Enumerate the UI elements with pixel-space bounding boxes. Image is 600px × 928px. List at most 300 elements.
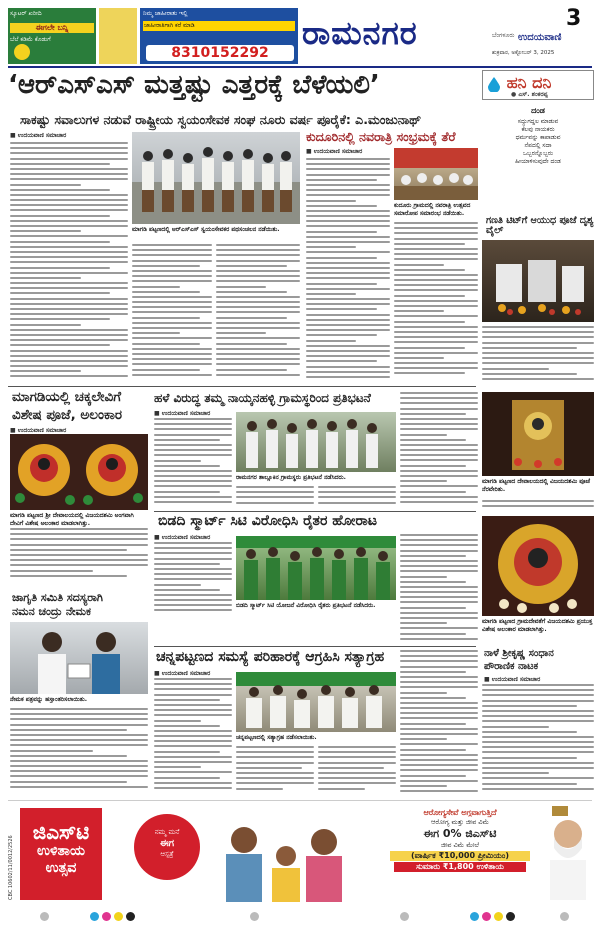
text-line [132,348,212,350]
text-line [400,780,478,782]
text-line [10,554,148,556]
text-line [154,740,232,742]
text-line [400,591,478,593]
text-line [154,704,232,706]
circle-line1: ನಮ್ಮ ಮನೆ [154,828,180,836]
text-line [216,317,287,319]
text-line [306,231,377,233]
text-line [10,786,148,788]
classified-ad-yellow: ಜಾಹೀರಾತಿಗಾಗಿ ಕರೆ ಮಾಡಿ [143,21,295,31]
text-line [318,496,396,498]
text-line [400,686,478,688]
text-line [400,733,478,735]
text-line [10,544,148,546]
reg-mark [560,912,569,921]
text-line [132,301,212,303]
villagers-photo [236,412,396,472]
rss-march-photo [132,132,300,224]
text-line [318,746,396,748]
text-line [154,777,220,779]
text-line [394,321,465,323]
text-line [306,371,390,373]
text-line [400,496,478,498]
text-line [154,480,232,482]
text-line [394,362,478,364]
text-line [216,254,300,256]
text-line [400,475,478,477]
magadi-photo [10,434,148,510]
text-line [394,336,478,338]
temple-caption-2: ಮಾಗಡಿ ಪಟ್ಟಣದ ಗ್ರಾಮದೇವತೆಗೆ ವಿಜಯದಶಮಿ ಪ್ರಯುಕ್ತ ವಿಶೇಷ ಅಲಂಕಾರ ಮಾಡಲಾಗಿತ್ತು. [482,618,593,633]
text-line [394,372,465,374]
text-line [10,282,128,284]
text-line [400,607,466,609]
jagruti-body [10,708,148,796]
text-line [216,332,266,334]
text-line [400,576,447,578]
text-line [216,358,300,360]
text-line [306,283,377,285]
text-line [400,723,466,725]
text-line [154,552,232,554]
protest-body-col3 [318,486,396,508]
text-line [482,767,594,769]
classified-ad [140,8,298,64]
text-line [482,373,577,375]
text-line [482,378,594,380]
masthead-rule [8,66,592,68]
page-title: ರಾಮನಗರ [302,14,418,52]
text-line [318,782,396,784]
text-line [400,534,478,536]
text-line [10,329,128,331]
text-line [154,578,232,580]
text-line [10,549,127,551]
text-line [10,538,148,540]
text-line [154,475,232,477]
text-line [400,681,478,683]
text-line [394,315,478,317]
text-line [132,280,212,282]
text-line [216,327,300,329]
text-line [482,505,594,507]
text-line [154,599,232,601]
jagruti-caption: ನೇಮಕ ಪತ್ರವನ್ನು ಹಸ್ತಾಂತರಿಸಲಾಯಿತು. [10,696,88,703]
reg-mark [102,912,111,921]
magadi-caption: ಮಾಗಡಿ ಪಟ್ಟಣದ ಶ್ರೀ ದೇವಾಲಯದಲ್ಲಿ ವಿಜಯದಶಮಿ ಅಂಗವಾಗಿ ದೇವಿಗೆ ವಿಶೇಷ ಅಲಂಕಾರ ಮಾಡಲಾಗಿತ್ತು. [10,512,134,527]
paper-name: ಉದಯವಾಣಿ [518,32,562,43]
offer-line1: ಆರೋಗ್ಯ ಮತ್ತು ಜೀವ ವಿಮೆ [431,818,489,826]
text-line [306,189,390,191]
text-line [400,434,447,436]
text-line [394,279,478,281]
text-line [482,500,594,502]
text-line [400,491,466,493]
text-line [132,332,180,334]
text-line [154,485,232,487]
lead-photo-caption: ಮಾಗಡಿ ಪಟ್ಟಣದಲ್ಲಿ ಆರ್‌ಎಸ್‌ಎಸ್ ಸ್ವಯಂಸೇವಕರ ಪಥಸಂಚಲನ ನಡೆಯಿತು. [132,226,280,233]
text-line [154,766,201,768]
text-line [10,194,128,196]
text-line [400,570,478,572]
text-line [482,751,594,753]
reg-mark [250,912,259,921]
text-line [318,491,396,493]
column-name: ಹನಿ ದನಿ [506,73,552,92]
text-line [482,715,594,717]
text-line [236,767,302,769]
text-line [306,366,390,368]
bidadi-byline: ■ ಉದಯವಾಣಿ ಸಮಾಚಾರ [154,534,211,541]
text-line [154,688,232,690]
text-line [482,368,549,370]
text-line [400,454,478,456]
text-line [10,298,128,300]
column-masthead [482,70,594,100]
text-line [10,261,128,263]
text-line [10,360,128,362]
reg-mark [400,912,409,921]
text-line [216,374,300,376]
text-line [10,533,148,535]
drama-headline-2: ಪೌರಾಣಿಕ ನಾಟಕ [484,661,539,672]
kudur-body-col2 [394,222,478,382]
text-line [306,257,377,259]
text-line [394,367,478,369]
text-line [400,560,478,562]
top-advertisements [8,8,298,64]
text-line [482,342,594,344]
text-line [154,678,232,680]
text-line [216,275,300,277]
text-line [236,486,314,488]
channapatna-body-col4 [400,650,478,796]
gst-red-line2: ಉಳಿತಾಯ [37,843,85,859]
text-line [154,558,232,560]
text-line [306,303,390,305]
text-line [236,777,314,779]
lead-body-col2 [132,244,212,382]
text-line [10,559,148,561]
text-line [306,236,390,238]
text-line [306,220,390,222]
text-line [132,244,212,246]
text-line [132,322,212,324]
text-line [216,353,300,355]
text-line [306,241,390,243]
emblem-icon [550,804,570,818]
text-line [10,570,93,572]
text-line [216,348,300,350]
gst-offer-block [380,808,540,900]
text-line [154,418,232,420]
text-line [132,296,212,298]
text-line [400,754,478,756]
gst-red-line3: ಉತ್ಸವ [45,859,77,876]
kudur-body-col1 [306,158,390,382]
farmers-protest-photo [236,536,396,600]
text-line [216,306,300,308]
text-line [482,700,594,702]
protest-body-col2 [236,486,314,508]
text-line [154,771,232,773]
text-line [306,200,356,202]
scooter-ad [8,8,96,64]
text-line [10,781,127,783]
text-line [400,769,478,771]
text-line [306,262,390,264]
text-line [482,736,594,738]
text-line [154,423,232,425]
text-line [10,350,128,352]
temple-caption-1: ಮಾಗಡಿ ಪಟ್ಟಣದ ದೇವಾಲಯದಲ್ಲಿ ವಿಜಯದಶಮಿ ಪೂಜೆ ನೆರವೇರಿತು. [482,478,591,493]
text-line [10,189,110,191]
channapatna-headline: ಚನ್ನಪಟ್ಟಣದ ಸಮಸ್ಯೆ ಪರಿಹಾರಕ್ಕೆ ಆಗ್ರಹಿಸಿ ಸತ್ಯಾಗ್ರಹ [156,649,385,665]
text-line [400,743,478,745]
text-line [216,337,300,339]
kudur-byline: ■ ಉದಯವಾಣಿ ಸಮಾಚಾರ [306,148,363,155]
text-line [400,759,478,761]
text-line [154,449,232,451]
offer-rate: ಈಗ 0% ಜಿಎಸ್‌ಟಿ [423,827,497,840]
text-line [400,671,466,673]
text-line [216,363,300,365]
text-line [154,428,232,430]
leader-photo [544,808,592,900]
text-line [482,731,577,733]
text-line [400,785,447,787]
text-line [154,782,232,784]
appointment-photo [10,622,148,694]
text-line [482,705,577,707]
text-line [216,369,287,371]
text-line [132,369,200,371]
text-line [10,184,81,186]
text-line [394,258,478,260]
yellow-ad-block [99,8,137,64]
text-line [154,470,232,472]
text-line [10,152,128,154]
reg-mark [126,912,135,921]
text-line [10,729,127,731]
text-line [394,310,444,312]
text-line [482,783,577,785]
gst-circle-badge [134,814,200,880]
text-line [306,288,390,290]
text-line [306,355,390,357]
text-line [482,331,594,333]
text-line [10,303,128,305]
text-line [216,280,300,282]
text-line [318,788,365,790]
text-line [154,547,232,549]
text-line [394,305,478,307]
text-line [154,573,232,575]
scooter-ad-top: ಸ್ಕೂಟರ್ ಖರೀದಿ [10,10,42,17]
text-line [132,317,200,319]
text-line [10,344,110,346]
machines-photo [482,240,594,322]
text-line [10,760,148,762]
text-line [400,485,478,487]
drama-byline: ■ ಉದಯವಾಣಿ ಸಮಾಚಾರ [484,676,541,683]
lead-byline: ■ ಉದಯವಾಣಿ ಸಮಾಚಾರ [10,132,67,139]
text-line [394,264,444,266]
text-line [10,225,128,227]
text-line [10,142,128,144]
text-line [154,720,201,722]
offer-title: ಆರೋಗ್ಯಸೇವೆ ಅಗ್ಗವಾಗುತ್ತಿದೆ [423,808,497,817]
text-line [400,764,478,766]
goddess-idols-photo [10,434,148,510]
gst-red-line1: ಜಿಎಸ್‌ಟಿ [32,820,90,844]
text-line [306,329,390,331]
text-line [10,755,127,757]
text-line [394,326,478,328]
family-photo [206,818,356,902]
text-line [400,544,478,546]
text-line [154,761,232,763]
reg-mark [482,912,491,921]
text-line [400,596,478,598]
lead-body-col1 [10,142,128,382]
text-line [400,413,466,415]
coin-icon [12,42,32,62]
text-line [10,230,81,232]
text-line [216,270,300,272]
text-line [318,486,396,488]
text-line [154,714,232,716]
text-line [482,326,594,328]
jagruti-photo [10,622,148,694]
text-line [400,717,478,719]
kudur-headline: ಕುದೂರಿನಲ್ಲಿ ನವರಾತ್ರಿ ಸಂಭ್ರಮಕ್ಕೆ ತೆರೆ [306,129,456,144]
text-line [236,756,314,758]
text-line [400,617,478,619]
text-line [400,581,466,583]
text-line [394,222,478,224]
text-line [216,301,300,303]
reg-mark [90,912,99,921]
channapatna-body-col2 [236,746,314,796]
text-line [400,627,478,629]
reg-mark [114,912,123,921]
text-line [10,241,110,243]
text-line [482,777,594,779]
text-line [306,210,390,212]
text-line [10,375,128,377]
text-line [306,345,390,347]
text-line [154,609,232,611]
text-line [10,724,148,726]
text-line [394,341,478,343]
text-line [216,343,287,345]
kudur-photo [394,148,478,200]
section-rule-1 [8,386,476,387]
text-line [154,756,232,758]
text-line [154,730,232,732]
text-line [400,676,478,678]
text-line [400,459,478,461]
text-line [400,650,478,652]
text-line [10,287,128,289]
text-line [400,397,478,399]
ganapati-headline: ಗಣತಿ ಟಿಟ್‌ಗೆ ಆಯುಧ ಪೂಜೆ ದೃಶ್ಯ ವೈಲ್ [486,215,594,237]
text-line [306,350,390,352]
text-line [482,741,594,743]
magadi-headline-2: ವಿಶೇಷ ಪೂಜೆ, ಅಲಂಕಾರ [12,407,123,423]
text-line [306,360,377,362]
text-line [394,295,465,297]
text-line [132,363,212,365]
text-line [10,708,148,710]
text-line [400,501,478,503]
column-author: ● ಎಸ್. ಶಂಕರಪ್ಪ [511,91,548,98]
text-line [400,550,478,552]
text-line [154,745,232,747]
text-line [482,757,577,759]
temple-photo-2 [482,516,594,616]
text-line [216,286,266,288]
channapatna-body-col3 [318,746,396,796]
stage-photo [394,148,478,200]
text-line [154,725,220,727]
text-line [154,496,232,498]
text-line [400,655,478,657]
lead-headline: ‘ಆರ್‌ಎಸ್‌ಎಸ್ ಮತ್ತಷ್ಟು ಎತ್ತರಕ್ಕೆ ಬೆಳೆಯಲಿ’ [8,70,380,100]
protest-headline: ಹಳೆ ವಿರುದ್ಧ ತಮ್ಮ ನಾಯ್ಕನಹಳ್ಳಿ ಗ್ರಾಮಸ್ಥರಿಂದ ಪ್ರತಿಭಟನೆ [154,391,371,405]
lead-photo [132,132,300,224]
text-line [400,697,466,699]
text-line [10,339,128,341]
text-line [394,331,478,333]
text-line [400,465,466,467]
text-line [10,235,128,237]
text-line [306,158,390,160]
bidadi-caption: ಬಿಡದಿ ಸ್ಮಾರ್ಟ್ ಸಿಟಿ ಯೋಜನೆ ವಿರೋಧಿಸಿ ರೈತರು ಪ್ರತಿಭಟನೆ ನಡೆಸಿದರು. [236,602,376,609]
text-line [306,194,390,196]
text-line [400,633,466,635]
ayudha-puja-photo [482,240,594,322]
text-line [154,694,232,696]
text-line [154,751,220,753]
ad-code: CBC 10602/11/0012/2526 [8,835,14,900]
text-line [10,272,128,274]
text-line [216,291,287,293]
text-line [394,289,478,291]
text-line [482,746,594,748]
text-line [482,362,594,364]
kudur-caption: ಕುದೂರು ಗ್ರಾಮದಲ್ಲಿ ನವರಾತ್ರಿ ಉತ್ಸವದ ಸಮಾರೋಪ ಸಮಾರಂಭ ನಡೆಯಿತು. [394,202,471,217]
text-line [400,428,478,430]
channapatna-body-col1 [154,678,232,796]
text-line [394,238,478,240]
text-line [236,496,314,498]
lead-body-col3 [216,244,300,382]
bidadi-body-col2 [236,614,314,616]
text-line [400,775,466,777]
temple-idol-photo [482,392,594,476]
text-line [154,460,201,462]
text-line [400,402,478,404]
text-line [216,260,300,262]
text-line [400,707,478,709]
jagruti-headline-2: ನಮನ ಚಂದ್ರು ನೇಮಕ [12,605,91,618]
text-line [318,751,396,753]
text-line [400,638,478,640]
text-line [10,718,148,720]
text-line [10,318,110,320]
